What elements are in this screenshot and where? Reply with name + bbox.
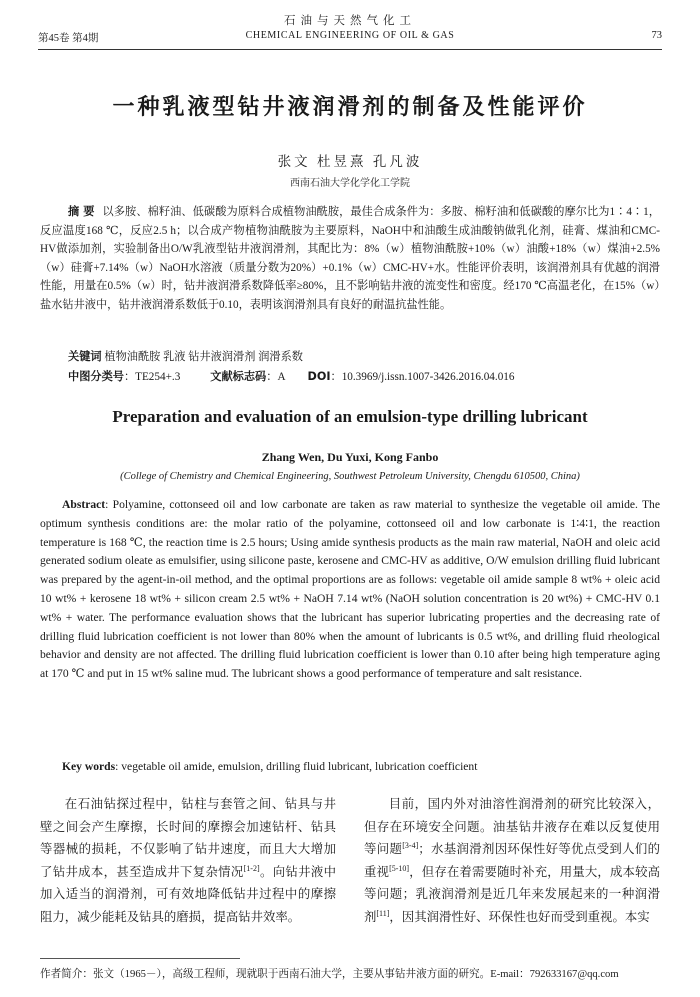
body-column-left bbox=[40, 793, 336, 928]
body-right-text-4: ，因其润滑性好、环保性也好而受到重视。本实 bbox=[389, 909, 650, 924]
body-column-right bbox=[364, 793, 660, 928]
abstract-en-text: : Polyamine, cottonseed oil and low carbonate are taken as raw material to synthesize the vegetable oil amide. The optimum synthesis conditions are: the molar ratio of the polyamine, cottonseed oil and low carbonate is 1∶4∶1, the reaction temperature is 168 ℃, the reaction time is 2.5 hours; Using amide synthesis products as the main raw material, NaOH and oleic acid generated sodium oleate as emulsifier, using silicone paste, kerosene and CMC-HV as additive, O/W emulsion drilling fluid lubricant was prepared by the agent-in-oil method, and the optimal proportions are as follows: vegetable oil amide sample 8 wt% + oleic acid 10 wt% + kerosene 18 wt% + silicon cream 2.5 wt% + NaOH 7.14 wt% (NaOH solution concentration is 20 wt%) + CMC-HV 0.1 wt% + water. The performance evaluation shows that the lubricant has superior lubricating properties and the decreasing rate of drilling fluid lubrication coefficient is not lower than 80% when the amount of lubricants is 0.5 wt%, and drilling fluid rheological behavior and density are not affected. The drilling fluid lubrication coefficient is lower than 0.10 after being high temperature aging at 170 ℃ and put in 15 wt% saline mud. The lubricant shows a good performance of temperature and salt resistance. bbox=[40, 498, 660, 681]
page-header bbox=[38, 8, 662, 50]
doc-code-value: ：A bbox=[266, 371, 286, 383]
page-number: 73 bbox=[651, 30, 662, 41]
citation-11: [11] bbox=[376, 908, 390, 918]
author-footnote: 作者简介：张文（1965－），高级工程师，现就职于西南石油大学，主要从事钻井液方面的研究。E-mail：792633167@qq.com bbox=[40, 969, 619, 980]
keywords-cn-text: 植物油酰胺 乳液 钻井液润滑剂 润滑系数 bbox=[104, 351, 303, 363]
body-left-text: 在石油钻探过程中，钻柱与套管之间、钻具与井壁之间会产生摩擦，长时间的摩擦会加速钻杆、钻具等器械的损耗，不仅影响了钻井速度，而且大大增加了钻井成本，甚至造成井下复杂情况 bbox=[40, 797, 336, 879]
abstract-cn-label: 摘 要 bbox=[68, 205, 95, 218]
keywords-cn-label: 关键词 bbox=[68, 350, 102, 363]
clc-label: 中图分类号 bbox=[68, 370, 124, 383]
header-divider bbox=[38, 49, 662, 50]
journal-title-en: CHEMICAL ENGINEERING OF OIL & GAS bbox=[245, 30, 455, 41]
citation-5-10: [5-10] bbox=[389, 863, 410, 873]
authors-cn: 张文 杜昱熹 孔凡波 bbox=[277, 154, 423, 169]
footnote-divider bbox=[40, 958, 240, 959]
doi-value: ：10.3969/j.issn.1007-3426.2016.04.016 bbox=[330, 371, 515, 383]
classification-line bbox=[68, 368, 660, 386]
body-left-text-2: 。向钻井液中加入适当的润滑剂，可有效地降低钻井过程中的摩擦阻力，减少能耗及钻具的磨损，提高钻井效率。 bbox=[40, 864, 337, 924]
abstract-en bbox=[40, 496, 660, 684]
keywords-en-text: : vegetable oil amide, emulsion, drilling fluid lubricant, lubrication coefficient bbox=[115, 760, 478, 773]
affiliation-en: (College of Chemistry and Chemical Engineering, Southwest Petroleum University, Chengdu 610500, China) bbox=[120, 471, 580, 482]
abstract-en-label: Abstract bbox=[62, 498, 106, 511]
abstract-cn-text: 以多胺、棉籽油、低碳酸为原料合成植物油酰胺，最佳合成条件为：多胺、棉籽油和低碳酸的摩尔比为1∶4∶1，反应温度168 ℃，反应2.5 h；以合成产物植物油酰胺为主要原料，NaOH中和油酸生成油酸钠做乳化剂，硅膏、煤油和CMC-HV做添加剂，实验制备出O/W乳液型钻井液润滑剂，其配比为：8%（w）植物油酰胺+10%（w）油酸+18%（w）煤油+2.5%（w）硅膏+7.14%（w）NaOH水溶液（质量分数为20%）+0.1%（w）CMC-HV+水。性能评价表明，该润滑剂具有优越的润滑性能，用量在0.5%（w）时，钻井液润滑系数降低率≥80%，且不影响钻井液的流变性和密度。经170 ℃高温老化，在15%（w）盐水钻井液中，钻井液润滑系数低于0.10，表明该润滑剂具有良好的耐温抗盐性能。 bbox=[40, 206, 660, 311]
body-right-text-2: ；水基润滑剂因环保性好等优点受到人们的重视 bbox=[364, 842, 661, 879]
doi-label: DOI bbox=[307, 370, 331, 383]
citation-3-4: [3-4] bbox=[402, 840, 419, 850]
clc-value: ：TE254+.3 bbox=[123, 371, 181, 383]
issue-info: 第45卷 第4期 bbox=[38, 33, 99, 44]
journal-title-cn: 石油与天然气化工 bbox=[284, 15, 416, 27]
abstract-cn bbox=[40, 203, 660, 315]
body-right-text-3: ，但存在着需要随时补充，用量大，成本较高等问题；乳液润滑剂是近几年来发展起来的一种润滑剂 bbox=[364, 864, 661, 924]
body-right-text-1: 目前，国内外对油溶性润滑剂的研究比较深入，但存在环境安全问题。油基钻井液存在难以反复使用等问题 bbox=[364, 797, 660, 856]
doc-code-label: 文献标志码 bbox=[210, 370, 267, 383]
keywords-en bbox=[62, 758, 660, 776]
keywords-cn bbox=[68, 348, 660, 366]
keywords-en-label: Key words bbox=[62, 760, 116, 773]
article-title-cn: 一种乳液型钻井液润滑剂的制备及性能评价 bbox=[112, 95, 588, 120]
article-title-en: Preparation and evaluation of an emulsion-type drilling lubricant bbox=[112, 407, 588, 426]
affiliation-cn: 西南石油大学化学化工学院 bbox=[290, 178, 410, 189]
authors-en: Zhang Wen, Du Yuxi, Kong Fanbo bbox=[261, 450, 439, 464]
citation-1-2: [1-2] bbox=[243, 863, 260, 873]
